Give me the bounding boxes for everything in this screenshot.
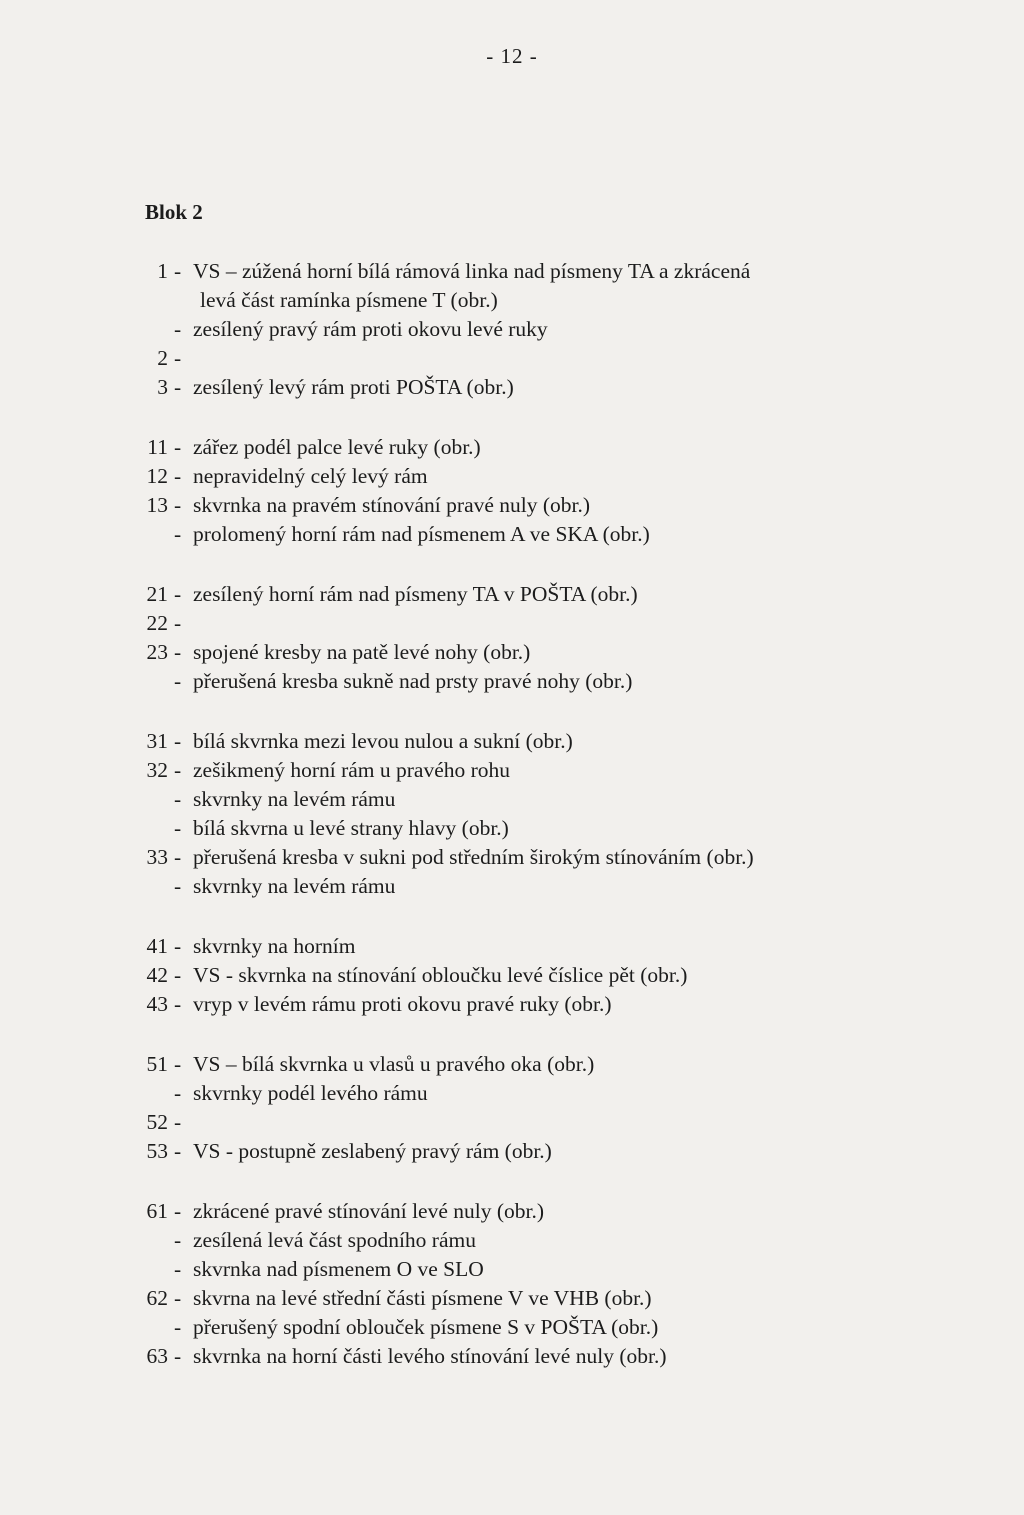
page-number: - 12 - (486, 44, 538, 68)
list-item (0, 1134, 1024, 1168)
item-text: zářez podél palce levé ruky (obr.) (193, 435, 481, 459)
item-text: skvrna na levé střední části písmene V ve VHB (obr.) (193, 1286, 652, 1310)
item-dash: - (174, 1199, 182, 1223)
item-text: vryp v levém rámu proti okovu pravé ruky (obr.) (193, 992, 612, 1016)
item-dash: - (174, 640, 182, 664)
item-text: bílá skvrna u levé strany hlavy (obr.) (193, 816, 509, 840)
list-item (0, 987, 1024, 1021)
item-dash: - (174, 375, 182, 399)
item-text: skvrnky na levém rámu (193, 787, 396, 811)
item-text: zesílený pravý rám proti okovu levé ruky (193, 317, 548, 341)
item-text: bílá skvrnka mezi levou nulou a sukní (obr.) (193, 729, 573, 753)
item-number: 13 (146, 493, 168, 517)
item-dash: - (174, 259, 182, 283)
item-dash: - (174, 611, 182, 635)
item-number: 22 (146, 611, 168, 635)
item-number: 12 (146, 464, 168, 488)
item-text: skvrnky podél levého rámu (193, 1081, 428, 1105)
item-number: 11 (147, 435, 168, 459)
item-number: 33 (146, 845, 168, 869)
item-number: 53 (146, 1139, 168, 1163)
item-text: skvrnky na horním (193, 934, 356, 958)
item-dash: - (174, 787, 182, 811)
item-number: 21 (146, 582, 168, 606)
item-dash: - (174, 963, 182, 987)
item-text: skvrnky na levém rámu (193, 874, 396, 898)
item-text: nepravidelný celý levý rám (193, 464, 428, 488)
item-dash: - (174, 435, 182, 459)
block-title: Blok 2 (145, 200, 203, 224)
item-text: spojené kresby na patě levé nohy (obr.) (193, 640, 531, 664)
item-text: skvrnka nad písmenem O ve SLO (193, 1257, 484, 1281)
item-dash: - (174, 874, 182, 898)
list-item (0, 370, 1024, 404)
item-text: přerušená kresba v sukni pod středním širokým stínováním (obr.) (193, 845, 754, 869)
item-dash: - (174, 1344, 182, 1368)
item-dash: - (174, 1081, 182, 1105)
item-number: 61 (146, 1199, 168, 1223)
item-text: skvrnka na horní části levého stínování levé nuly (obr.) (193, 1344, 667, 1368)
item-dash: - (174, 816, 182, 840)
item-text: zkrácené pravé stínování levé nuly (obr.) (193, 1199, 545, 1223)
item-number: 62 (146, 1286, 168, 1310)
item-text: přerušená kresba sukně nad prsty pravé nohy (obr.) (193, 669, 633, 693)
item-text: skvrnka na pravém stínování pravé nuly (obr.) (193, 493, 591, 517)
item-number: 43 (146, 992, 168, 1016)
item-dash: - (174, 758, 182, 782)
list-item (0, 664, 1024, 698)
list-item (0, 517, 1024, 551)
item-number: 42 (146, 963, 168, 987)
item-number: 31 (146, 729, 168, 753)
item-text: přerušený spodní oblouček písmene S v POŠTA (obr.) (193, 1315, 659, 1339)
item-number: 23 (146, 640, 168, 664)
item-number: 52 (146, 1110, 168, 1134)
item-dash: - (174, 346, 182, 370)
item-dash: - (174, 522, 182, 546)
list-item (0, 1339, 1024, 1373)
item-number: 41 (146, 934, 168, 958)
item-dash: - (174, 1315, 182, 1339)
list-item (0, 869, 1024, 903)
item-dash: - (174, 992, 182, 1016)
item-dash: - (174, 1257, 182, 1281)
item-dash: - (174, 464, 182, 488)
item-number: 1 (157, 259, 168, 283)
item-text: prolomený horní rám nad písmenem A ve SKA (obr.) (193, 522, 650, 546)
item-text: VS - postupně zeslabený pravý rám (obr.) (193, 1139, 552, 1163)
item-text: zesílená levá část spodního rámu (193, 1228, 476, 1252)
item-dash: - (174, 1052, 182, 1076)
item-text: VS - skvrnka na stínování obloučku levé číslice pět (obr.) (193, 963, 688, 987)
item-number: 2 (157, 346, 168, 370)
item-dash: - (174, 1228, 182, 1252)
item-number: 63 (146, 1344, 168, 1368)
item-text: VS – bílá skvrnka u vlasů u pravého oka (obr.) (193, 1052, 595, 1076)
item-number: 51 (146, 1052, 168, 1076)
item-dash: - (174, 669, 182, 693)
item-dash: - (174, 729, 182, 753)
item-dash: - (174, 1139, 182, 1163)
item-dash: - (174, 1286, 182, 1310)
item-text: zesílený levý rám proti POŠTA (obr.) (193, 375, 514, 399)
item-dash: - (174, 1110, 182, 1134)
item-number: 3 (157, 375, 168, 399)
item-text: zešikmený horní rám u pravého rohu (193, 758, 511, 782)
item-text: levá část ramínka písmene T (obr.) (200, 288, 498, 312)
item-dash: - (174, 317, 182, 341)
item-dash: - (174, 845, 182, 869)
item-dash: - (174, 934, 182, 958)
item-text: zesílený horní rám nad písmeny TA v POŠTA (obr.) (193, 582, 638, 606)
item-number: 32 (146, 758, 168, 782)
item-text: VS – zúžená horní bílá rámová linka nad písmeny TA a zkrácená (193, 259, 751, 283)
item-dash: - (174, 493, 182, 517)
item-dash: - (174, 582, 182, 606)
